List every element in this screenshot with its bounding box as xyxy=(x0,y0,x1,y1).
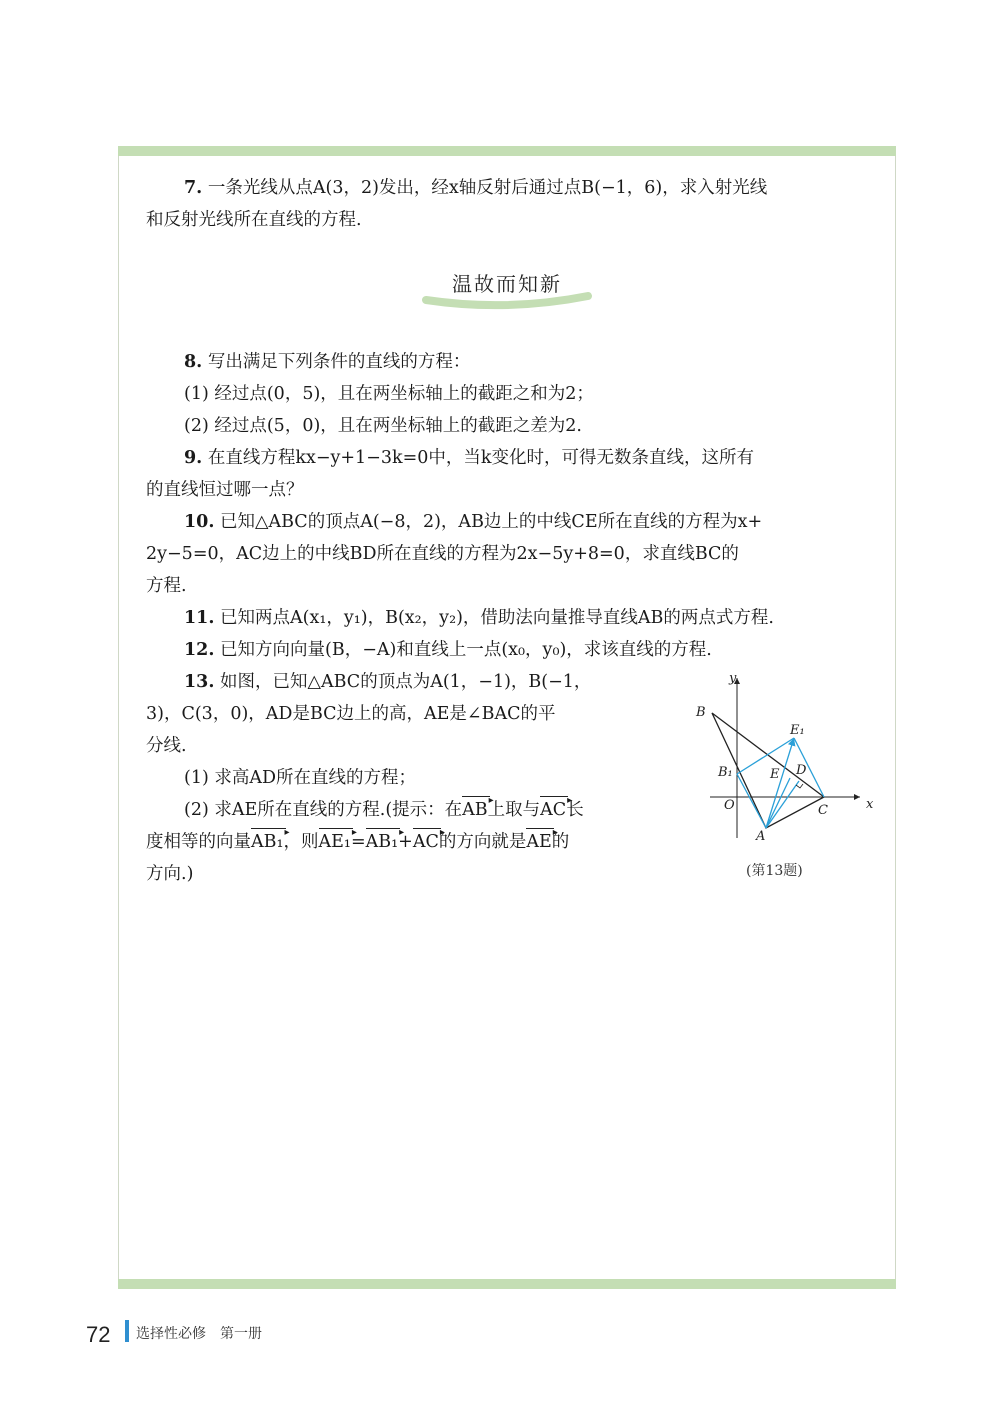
vector-ae1: AE₁ ▸ xyxy=(319,826,351,858)
q8-part1: (1) 经过点(0，5)，且在两坐标轴上的截距之和为2； xyxy=(184,384,594,404)
q12-text: 已知方向向量(B，−A)和直线上一点(x₀，y₀)，求该直线的方程. xyxy=(220,640,712,660)
q7-number: 7. xyxy=(184,178,203,198)
q7-text1: 一条光线从点A(3，2)发出，经x轴反射后通过点B(−1，6)，求入射光线 xyxy=(207,178,768,198)
q9-number: 9. xyxy=(184,448,203,468)
q13-part1: (1) 求高AD所在直线的方程； xyxy=(184,768,417,788)
q13-part2-line2 xyxy=(146,826,676,858)
label-b: B xyxy=(696,705,706,720)
q9-line1 xyxy=(146,442,870,474)
label-o: O xyxy=(724,798,735,813)
q13-number: 13. xyxy=(184,672,215,692)
q13-p2-text-e: ，则 xyxy=(283,832,319,852)
q12-line xyxy=(146,634,870,666)
q13-part2-line1 xyxy=(146,794,676,826)
q10-line1 xyxy=(146,506,870,538)
label-a: A xyxy=(756,829,766,844)
q12-number: 12. xyxy=(184,640,215,660)
altitude-ad xyxy=(766,781,799,828)
q13-line2: 3)，C(3，0)，AD是BC边上的高，AE是∠BAC的平 xyxy=(146,704,556,724)
q13-p2-text-g: 的 xyxy=(551,832,570,852)
triangle-figure xyxy=(690,668,880,848)
plus-sign: + xyxy=(398,832,413,852)
q7-line2: 和反射光线所在直线的方程. xyxy=(146,210,362,230)
q13-p2-text-d: 度相等的向量 xyxy=(146,832,251,852)
label-b1: B₁ xyxy=(718,765,733,780)
q11-text: 已知两点A(x₁，y₁)，B(x₂，y₂)，借助法向量推导直线AB的两点式方程. xyxy=(220,608,774,628)
q8-number: 8. xyxy=(184,352,203,372)
label-d: D xyxy=(796,763,807,778)
q7-line1 xyxy=(146,172,870,204)
q13-p2-text-a: (2) 求AE所在直线的方程.(提示：在 xyxy=(184,800,463,820)
label-c: C xyxy=(818,803,828,818)
label-x: x xyxy=(866,797,874,812)
q11-number: 11. xyxy=(184,608,215,628)
equals-sign: = xyxy=(350,832,366,852)
vector-ae: AE ▸ xyxy=(526,826,551,858)
bisector-ae xyxy=(766,778,790,828)
q10-line2: 2y−5=0，AC边上的中线BD所在直线的方程为2x−5y+8=0，求直线BC的 xyxy=(146,544,739,564)
q9-text1: 在直线方程kx−y+1−3k=0中，当k变化时，可得无数条直线，这所有 xyxy=(207,448,754,468)
q13-text1: 如图，已知△ABC的顶点为A(1，−1)，B(−1， xyxy=(220,672,592,692)
q8-stem xyxy=(146,346,870,378)
section-title: 温故而知新 xyxy=(452,272,562,296)
vector-ab1-2: AB₁ ▸ xyxy=(366,826,399,858)
q13-part2-line3: 方向.) xyxy=(146,864,194,884)
vector-ac: AC ▸ xyxy=(540,794,566,826)
q9-line2: 的直线恒过哪一点？ xyxy=(146,480,304,500)
top-bar xyxy=(118,146,896,156)
q8-text: 写出满足下列条件的直线的方程： xyxy=(207,352,471,372)
page-number-marker xyxy=(125,1320,129,1342)
q10-text1: 已知△ABC的顶点A(−8，2)，AB边上的中线CE所在直线的方程为x+ xyxy=(220,512,763,532)
vector-ae1-line xyxy=(766,738,794,828)
q11-line xyxy=(146,602,870,634)
q8-part2: (2) 经过点(5，0)，且在两坐标轴上的截距之差为2. xyxy=(184,416,582,436)
q10-line3: 方程. xyxy=(146,576,187,596)
page-number: 72 xyxy=(86,1322,111,1347)
book-title: 选择性必修 第一册 xyxy=(136,1326,262,1342)
bottom-bar xyxy=(118,1279,896,1289)
vector-ab: AB ▸ xyxy=(462,794,488,826)
q13-line3: 分线. xyxy=(146,736,187,756)
label-e1: E₁ xyxy=(790,723,805,738)
label-y: y xyxy=(729,671,737,686)
vector-ac-2: AC ▸ xyxy=(413,826,439,858)
q13-p2-text-b: 上取与 xyxy=(487,800,541,820)
figure-caption: (第13题) xyxy=(746,863,803,879)
vector-ab1: AB₁ ▸ xyxy=(251,826,284,858)
q13-p2-text-c: 长 xyxy=(566,800,584,820)
a-b1-line xyxy=(737,774,766,828)
label-e: E xyxy=(770,767,780,782)
q13-line1 xyxy=(146,666,666,698)
q10-number: 10. xyxy=(184,512,215,532)
q13-p2-text-f: 的方向就是 xyxy=(438,832,527,852)
